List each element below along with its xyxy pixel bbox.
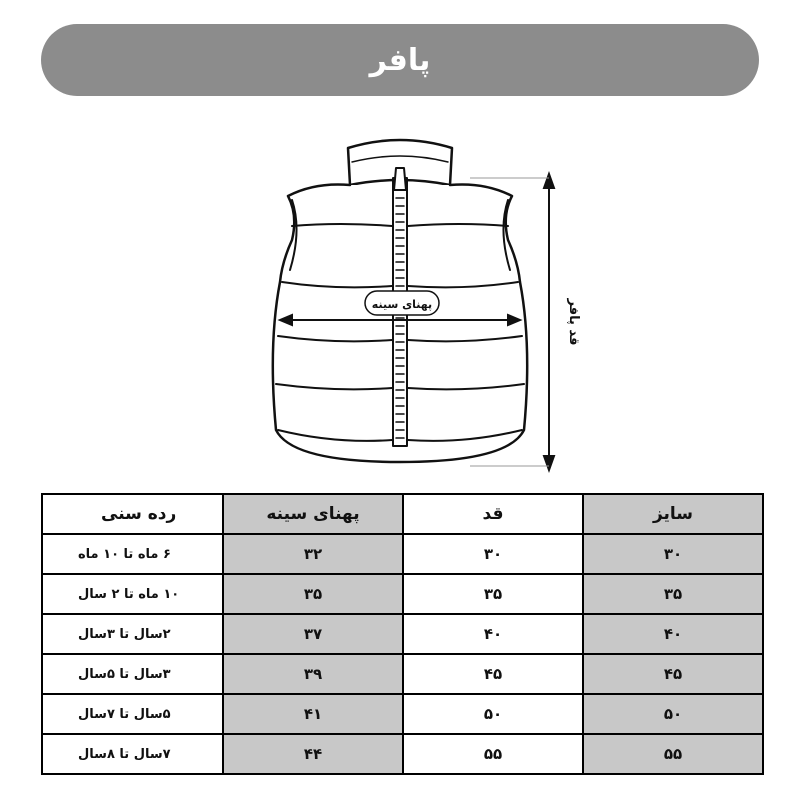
zipper-pull xyxy=(394,168,406,190)
cell-age: ۷سال تا ۸سال xyxy=(42,734,223,774)
height-label: قد پافر xyxy=(566,298,581,346)
cell-size: ۴۰ xyxy=(583,614,763,654)
cell-height: ۳۰ xyxy=(403,534,583,574)
chest-label: پهنای سینه xyxy=(371,298,433,311)
puffer-vest-diagram xyxy=(230,108,581,478)
cell-height: ۳۵ xyxy=(403,574,583,614)
cell-size: ۳۵ xyxy=(583,574,763,614)
title-banner xyxy=(41,24,759,96)
cell-size: ۳۰ xyxy=(583,534,763,574)
cell-chest: ۳۵ xyxy=(223,574,403,614)
table-header-row xyxy=(42,494,763,534)
size-chart-table xyxy=(41,493,764,775)
header-chest: پهنای سینه xyxy=(223,494,403,534)
cell-height: ۴۵ xyxy=(403,654,583,694)
cell-age: ۵سال تا ۷سال xyxy=(42,694,223,734)
cell-chest: ۳۹ xyxy=(223,654,403,694)
cell-height: ۵۰ xyxy=(403,694,583,734)
cell-age: ۱۰ ماه تا ۲ سال xyxy=(42,574,223,614)
cell-chest: ۳۲ xyxy=(223,534,403,574)
table-row xyxy=(42,534,763,574)
cell-age: ۳سال تا ۵سال xyxy=(42,654,223,694)
cell-height: ۴۰ xyxy=(403,614,583,654)
table-row xyxy=(42,694,763,734)
table-row xyxy=(42,614,763,654)
header-height: قد xyxy=(403,494,583,534)
table-row xyxy=(42,654,763,694)
cell-size: ۵۵ xyxy=(583,734,763,774)
cell-chest: ۴۱ xyxy=(223,694,403,734)
cell-height: ۵۵ xyxy=(403,734,583,774)
cell-size: ۴۵ xyxy=(583,654,763,694)
header-size: سایز xyxy=(583,494,763,534)
cell-age: ۲سال تا ۳سال xyxy=(42,614,223,654)
cell-chest: ۳۷ xyxy=(223,614,403,654)
table-row xyxy=(42,734,763,774)
cell-age: ۶ ماه تا ۱۰ ماه xyxy=(42,534,223,574)
table-row xyxy=(42,574,763,614)
cell-chest: ۴۴ xyxy=(223,734,403,774)
page-title: پافر xyxy=(369,42,431,78)
cell-size: ۵۰ xyxy=(583,694,763,734)
header-age: رده سنی xyxy=(42,494,223,534)
